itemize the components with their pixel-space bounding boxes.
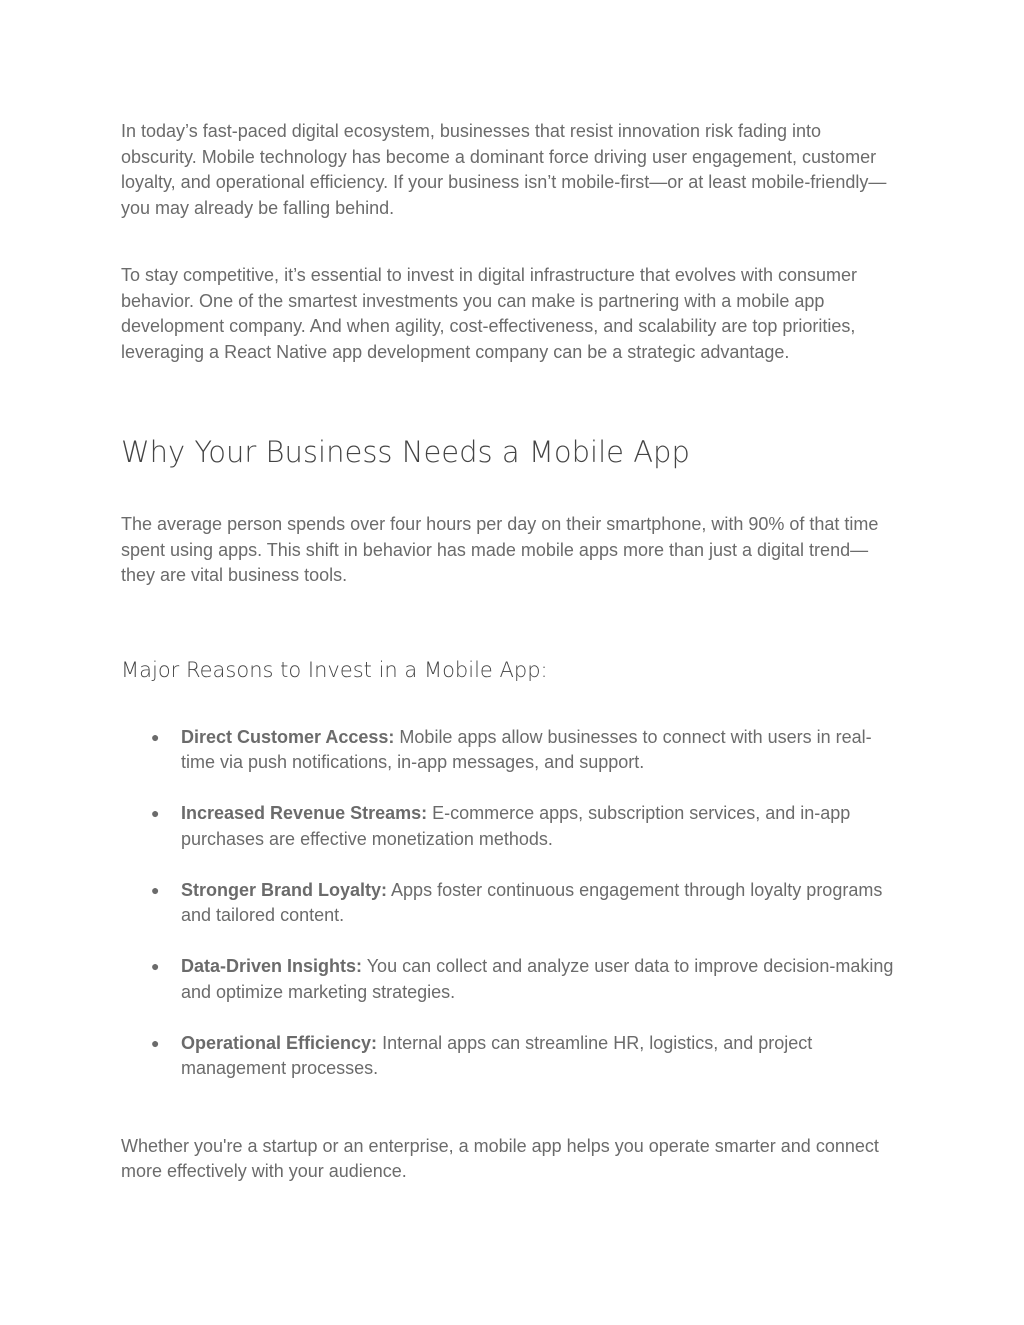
reason-term: Data-Driven Insights: (181, 956, 363, 976)
reason-term: Operational Efficiency: (181, 1032, 378, 1053)
bullet-icon: ● (151, 958, 160, 974)
reasons-list (121, 725, 901, 1082)
closing-paragraph: Whether you're a startup or an enterprise, a mobile app helps you operate smarter and connect more effectively with your audience. (121, 1135, 879, 1181)
intro-paragraph-2: To stay competitive, it’s essential to invest in digital infrastructure that evolves with consumer behavior. One of the smartest investments you can make is partnering with a mobile app development company. And when agility, cost-effectiveness, and scalability are top priorities, leveraging a React Native app development company can be a strategic advantage. (121, 265, 857, 362)
bullet-icon: ● (151, 881, 160, 898)
reasons-subheading: Major Reasons to Invest in a Mobile App: (121, 657, 548, 682)
document-page (121, 119, 901, 1185)
bullet-icon: ● (151, 728, 160, 745)
bullet-icon: ● (151, 1034, 160, 1051)
reason-text: You can collect and analyze user data to improve decision-making and optimize marketing strategies. (181, 956, 894, 1002)
reason-text: Internal apps can streamline HR, logistics, and project management processes. (181, 1032, 813, 1078)
bullet-icon: ● (151, 805, 160, 821)
intro-paragraph: In today’s fast-paced digital ecosystem, businesses that resist innovation risk fading into obscurity. Mobile technology has become a dominant force driving user engagement, customer loyalty, and operational efficiency. If your business isn’t mobile-first—or at least mobile-friendly—you may already be falling behind. (121, 121, 887, 218)
list-item (121, 954, 901, 1005)
reason-text: Mobile apps allow businesses to connect with users in real-time via push notifications, in-app messages, and support. (181, 726, 872, 772)
reason-term: Stronger Brand Loyalty: (181, 879, 388, 900)
reason-text: E-commerce apps, subscription services, and in-app purchases are effective monetization methods. (181, 803, 851, 849)
list-item (121, 801, 901, 852)
list-item (121, 725, 901, 776)
reason-term: Direct Customer Access: (181, 726, 395, 747)
section-paragraph: The average person spends over four hours per day on their smartphone, with 90% of that time spent using apps. This shift in behavior has made mobile apps more than just a digital trend—they are vital business tools. (121, 514, 879, 585)
section-heading: Why Your Business Needs a Mobile App (121, 435, 690, 469)
reason-term: Increased Revenue Streams: (181, 803, 428, 823)
reason-text: Apps foster continuous engagement through loyalty programs and tailored content. (181, 879, 883, 925)
list-item (121, 1031, 901, 1082)
list-item (121, 878, 901, 929)
